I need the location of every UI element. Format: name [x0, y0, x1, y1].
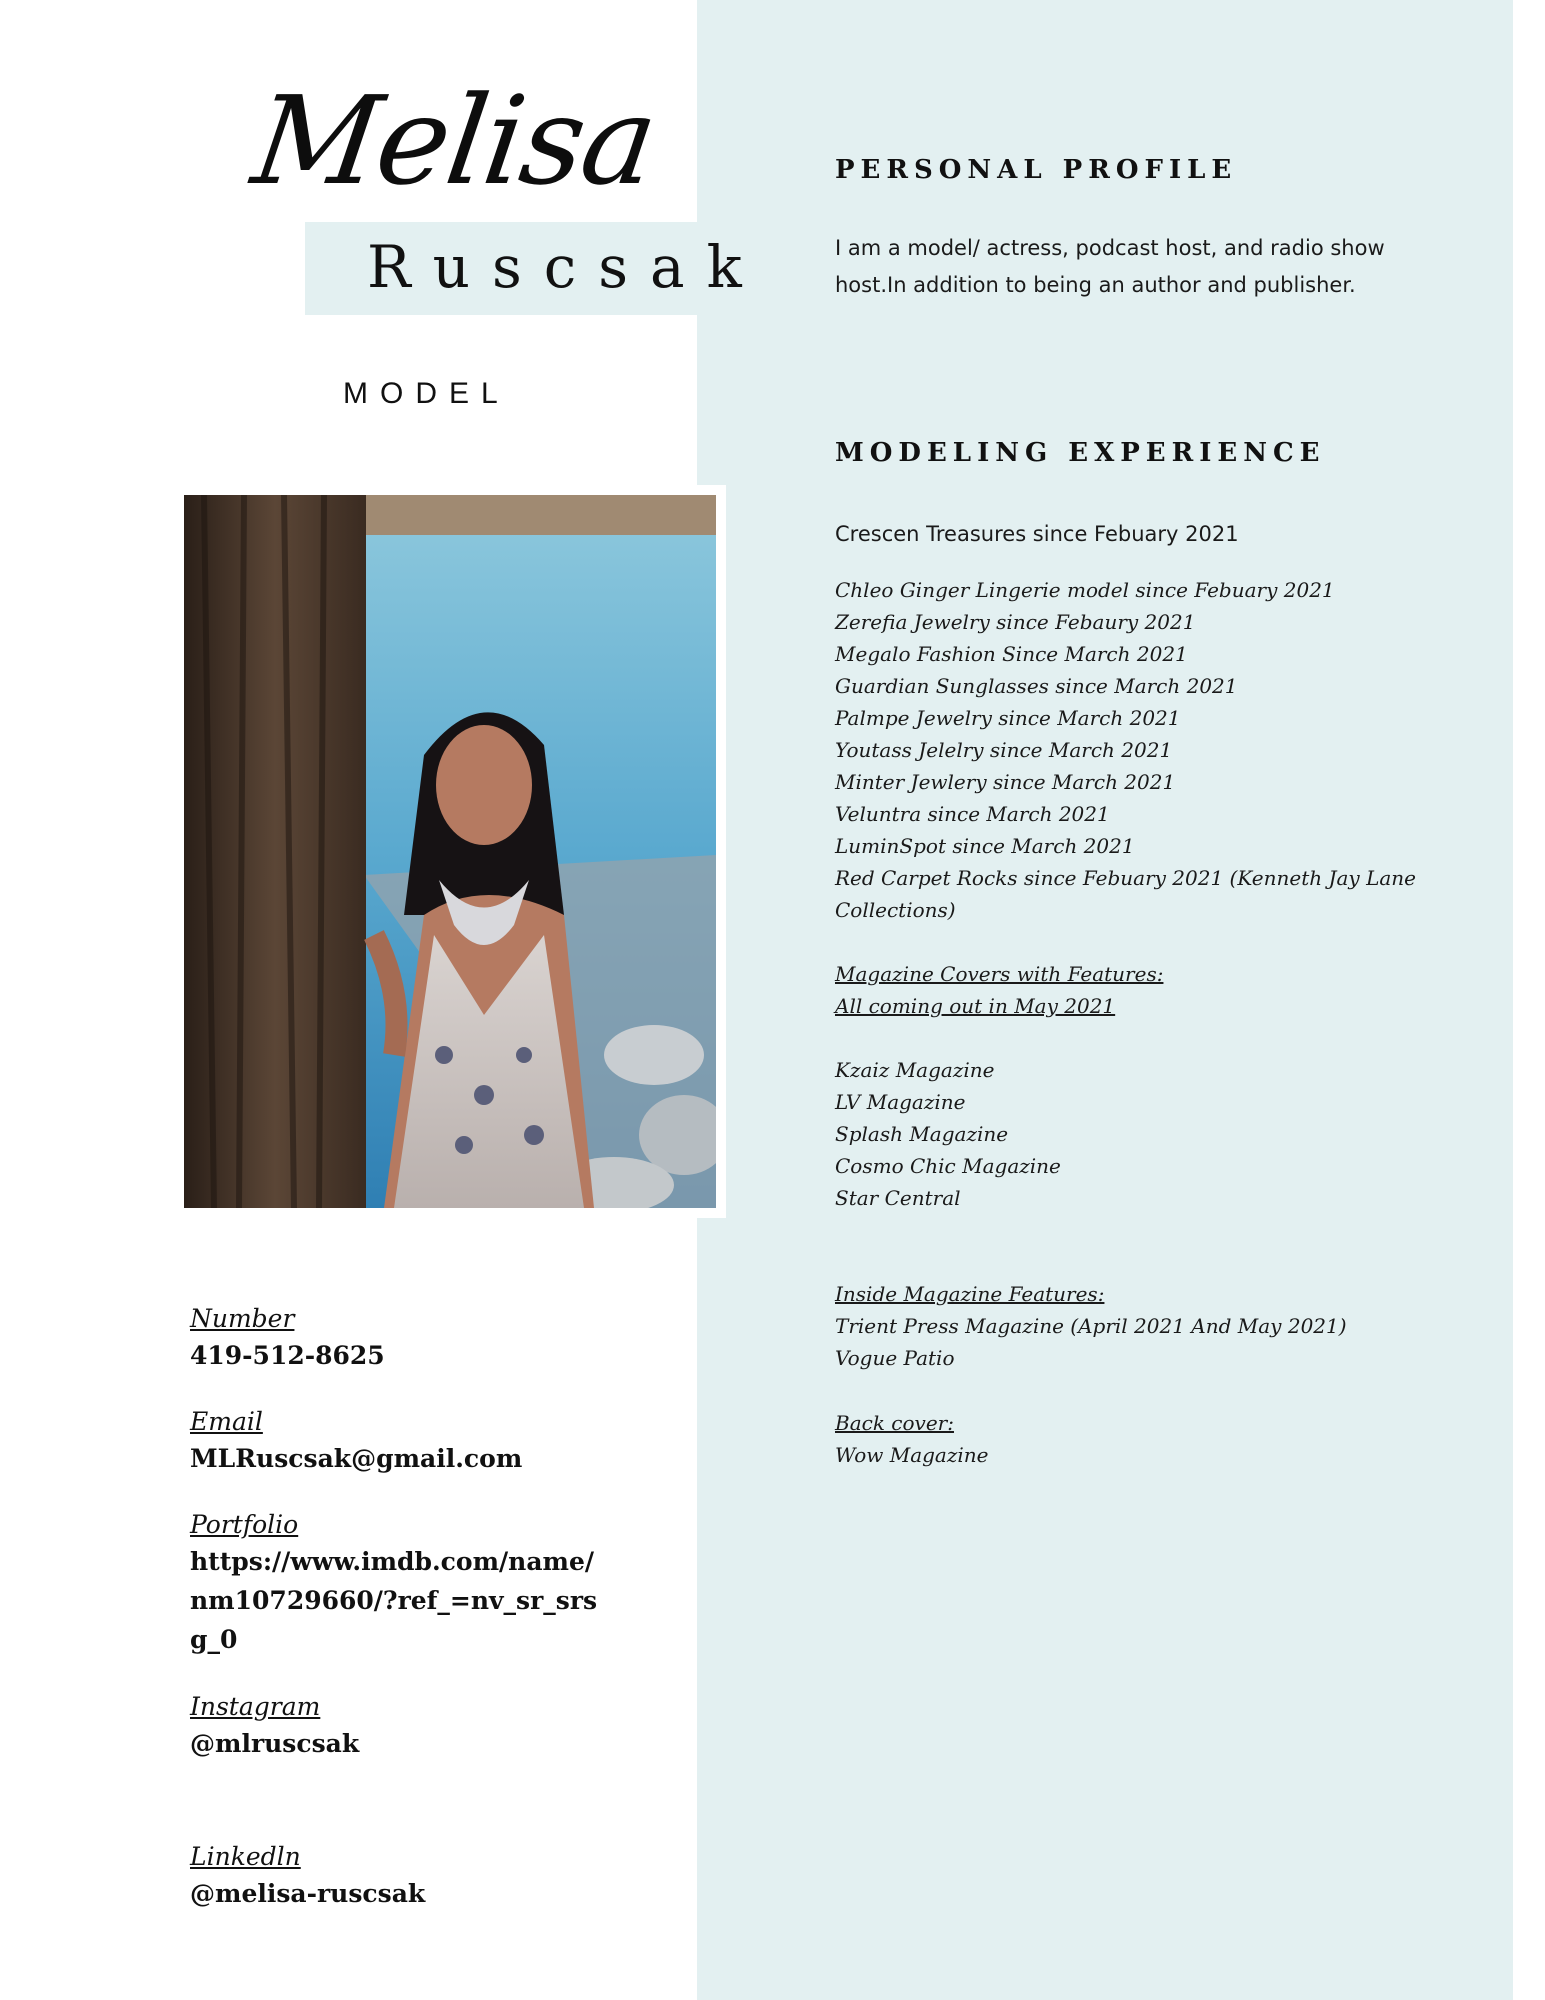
experience-entries [835, 574, 1425, 926]
covers-list [835, 1054, 1425, 1214]
list-item: Crescen Treasures since Febuary 2021 [835, 522, 1239, 546]
list-item: Red Carpet Rocks since Febuary 2021 (Kenneth Jay Lane Collections) [835, 866, 1416, 922]
back-cover-section [835, 1407, 1425, 1471]
list-item: LV Magazine [835, 1090, 966, 1114]
inside-section [835, 1278, 1425, 1374]
contact-value[interactable]: 419-512-8625 [190, 1341, 385, 1370]
list-item: Minter Jewlery since March 2021 [835, 770, 1176, 794]
contact-label: Linkedln [190, 1842, 301, 1871]
contact-number [190, 1302, 610, 1375]
list-item: Zerefia Jewelry since Febaury 2021 [835, 610, 1196, 634]
role-title: MODEL [343, 377, 510, 410]
list-item: Kzaiz Magazine [835, 1058, 995, 1082]
contact-value[interactable]: MLRuscsak@gmail.com [190, 1444, 523, 1473]
list-item: Guardian Sunglasses since March 2021 [835, 674, 1238, 698]
contact-instagram [190, 1690, 610, 1763]
list-item: Vogue Patio [835, 1346, 955, 1370]
covers-section [835, 958, 1425, 1022]
profile-heading: PERSONAL PROFILE [835, 155, 1238, 185]
list-item: Youtass Jelelry since March 2021 [835, 738, 1173, 762]
list-item: Trient Press Magazine (April 2021 And May 2021) [835, 1314, 1347, 1338]
covers-subheading: All coming out in May 2021 [835, 994, 1116, 1018]
inside-heading: Inside Magazine Features: [835, 1282, 1105, 1306]
list-item: LuminSpot since March 2021 [835, 834, 1135, 858]
covers-heading: Magazine Covers with Features: [835, 962, 1164, 986]
list-item: Megalo Fashion Since March 2021 [835, 642, 1188, 666]
experience-first-entry [835, 518, 1425, 550]
back-cover-heading: Back cover: [835, 1411, 954, 1435]
contact-label: Number [190, 1304, 295, 1333]
list-item: Chleo Ginger Lingerie model since Febuary 2021 [835, 578, 1335, 602]
contact-label: Instagram [190, 1692, 321, 1721]
contact-label: Email [190, 1407, 263, 1436]
list-item: Cosmo Chic Magazine [835, 1154, 1061, 1178]
list-item: Star Central [835, 1186, 961, 1210]
profile-text: I am a model/ actress, podcast host, and radio show host.In addition to being an author and publisher. [835, 236, 1385, 297]
contact-email [190, 1405, 610, 1478]
contact-label: Portfolio [190, 1510, 299, 1539]
experience-heading: MODELING EXPERIENCE [835, 438, 1326, 468]
list-item: Veluntra since March 2021 [835, 802, 1110, 826]
list-item: Wow Magazine [835, 1443, 989, 1467]
portrait-photo [184, 495, 716, 1208]
contact-value[interactable]: @mlruscsak [190, 1729, 360, 1758]
first-name-signature: Melisa [245, 70, 664, 212]
contact-value[interactable]: https://www.imdb.com/name/nm10729660/?ref_=nv_sr_srsg_0 [190, 1547, 598, 1654]
list-item: Palmpe Jewelry since March 2021 [835, 706, 1181, 730]
contact-linkedin [190, 1840, 610, 1913]
list-item: Splash Magazine [835, 1122, 1009, 1146]
surname: Ruscsak [367, 233, 764, 301]
contact-value[interactable]: @melisa-ruscsak [190, 1879, 426, 1908]
contact-portfolio [190, 1508, 600, 1659]
